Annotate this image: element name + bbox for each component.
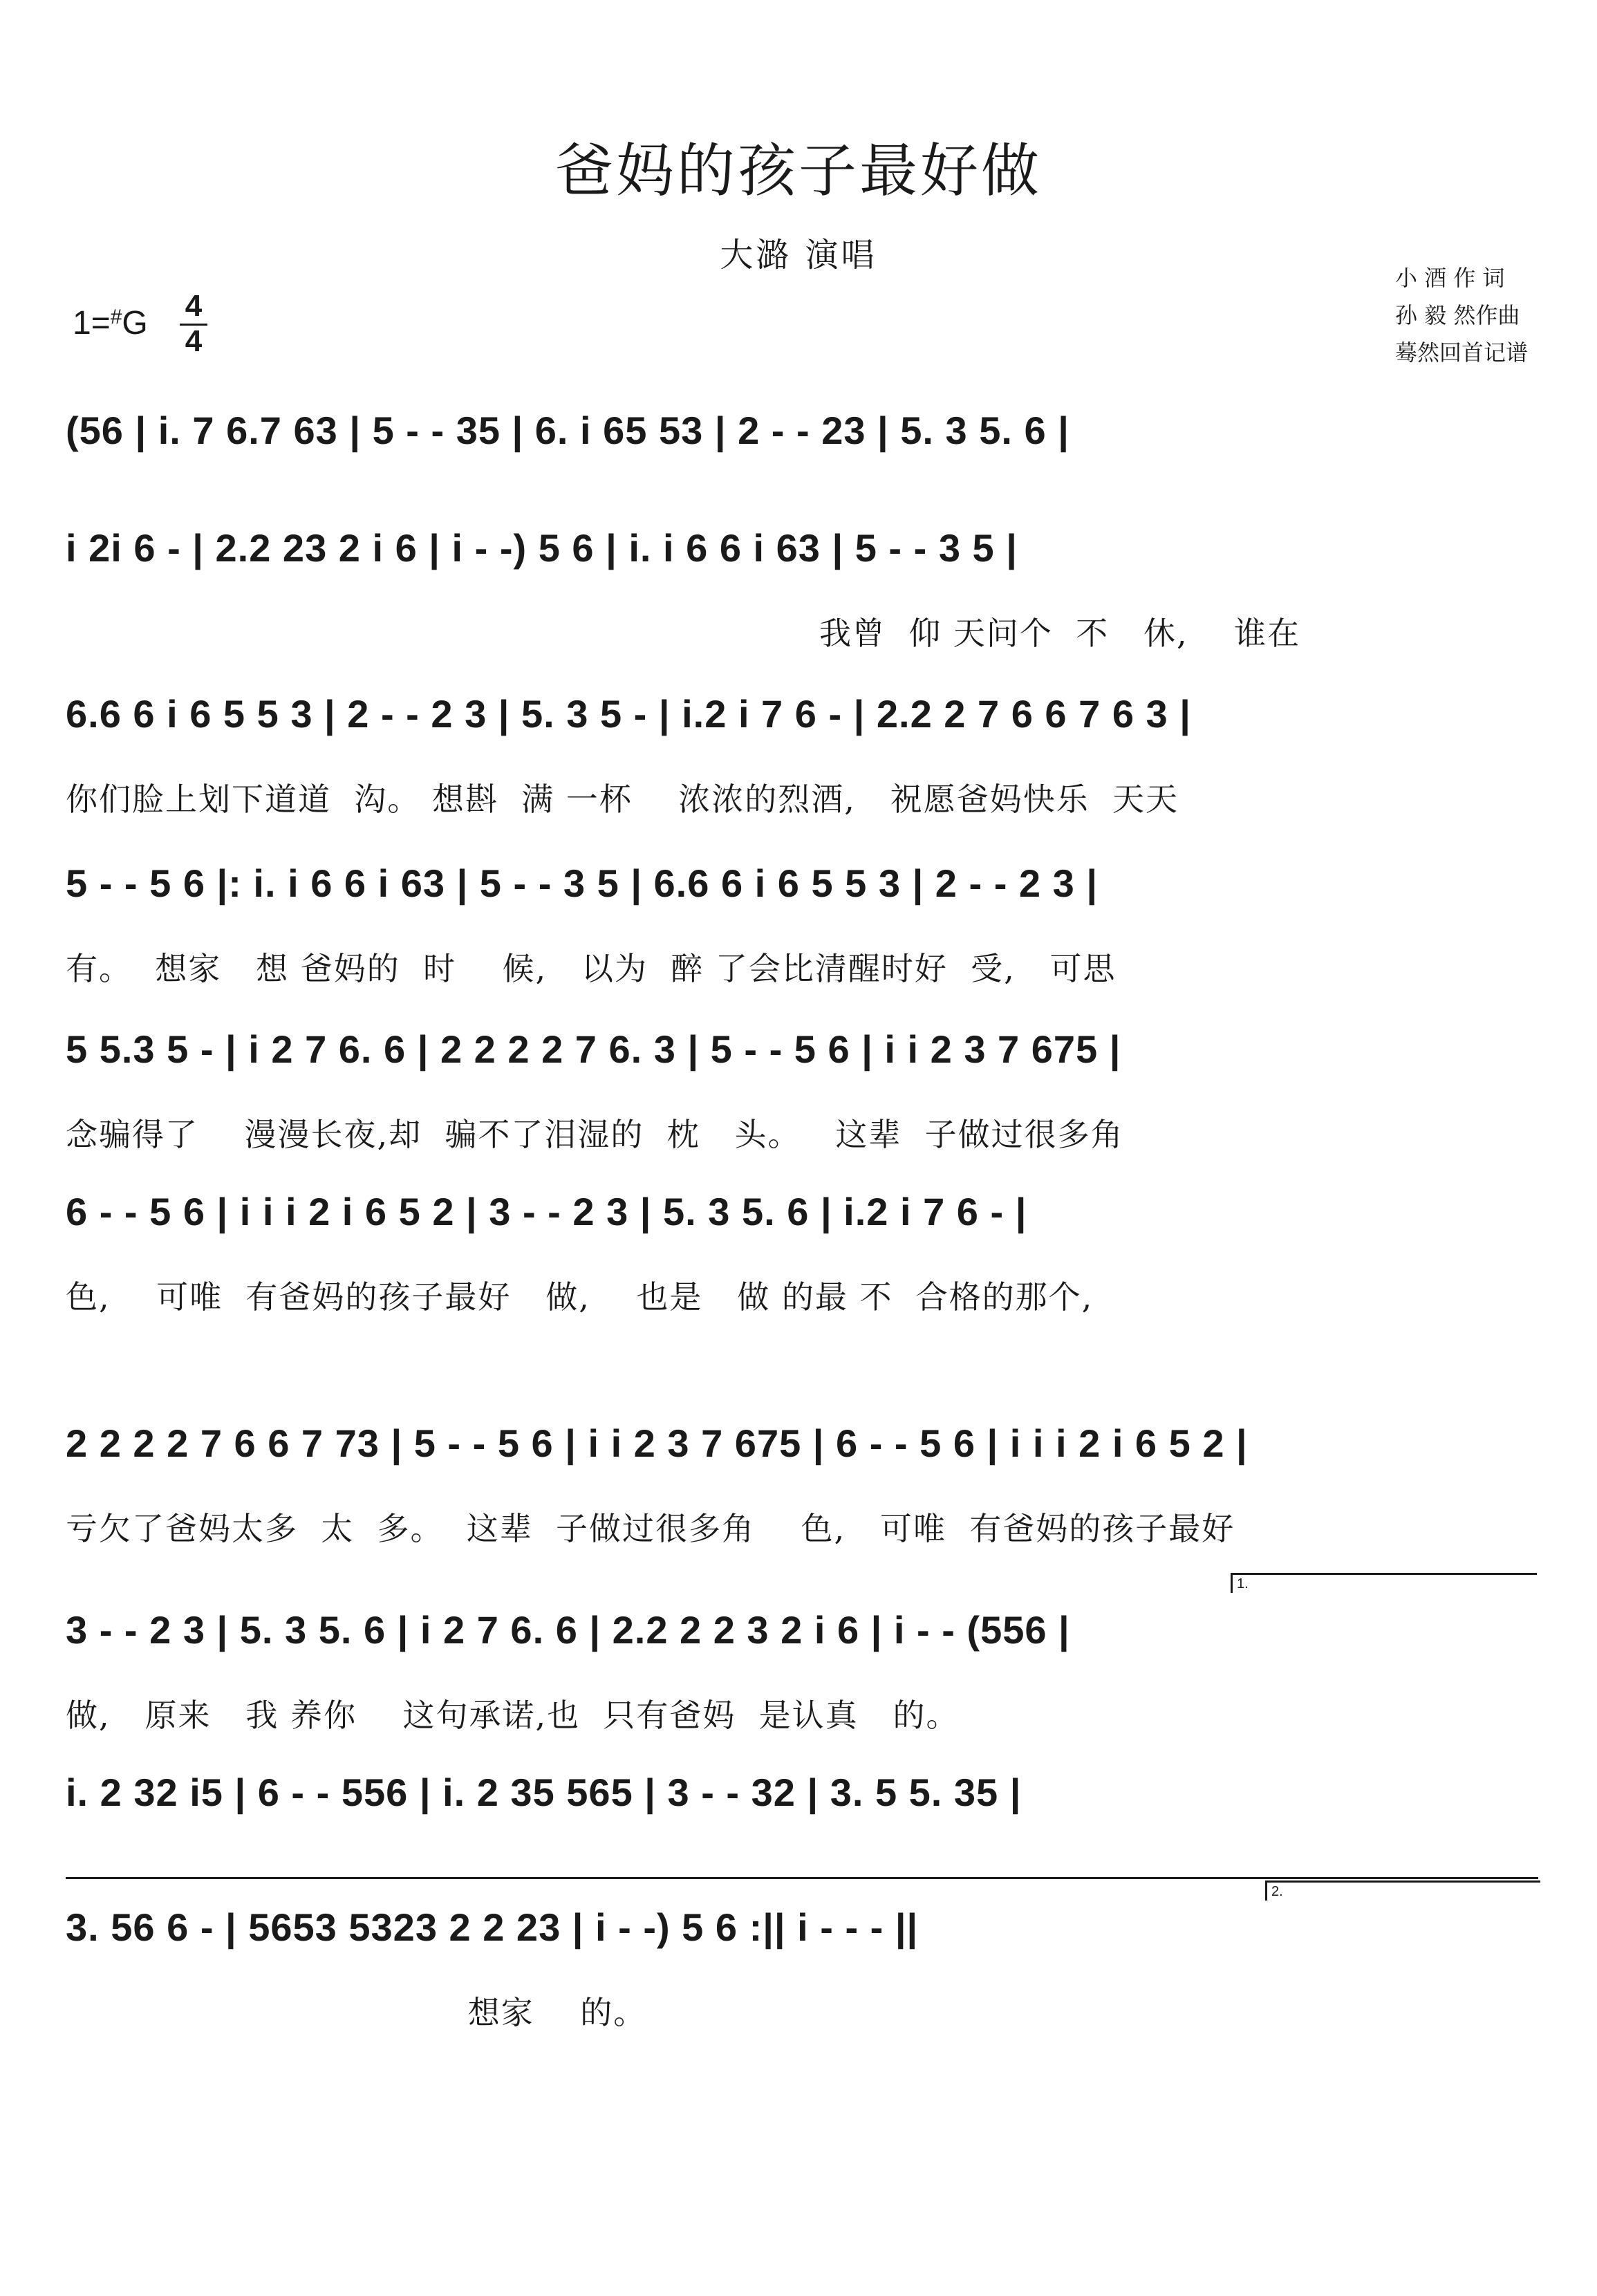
notation-line: i. 2 32 i5 | 6 - - 556 | i. 2 35 565 | 3 - - 32 | 3. 5 5. 35 |	[66, 1771, 1022, 1814]
key-prefix: 1=	[73, 305, 111, 342]
notation-line: 5 5.3 5 - | i 2 7 6. 6 | 2 2 2 2 7 6. 3 | 5 - - 5 6 | i i 2 3 7 675 |	[66, 1027, 1121, 1071]
lyricist-credit: 小 酒 作 词	[1394, 265, 1505, 291]
composer-credit: 孙 毅 然作曲	[1394, 302, 1520, 328]
volta-label: 1.	[1237, 1576, 1249, 1592]
notation-line: 3. 56 6 - | 5653 5323 2 2 23 | i - -) 5 6 :|| i - - - ||	[66, 1905, 919, 1949]
sharp-symbol: #	[110, 306, 122, 328]
lyric-line: 做, 原来 我 养你 这句承诺,也 只有爸妈 是认真 的。	[66, 1697, 960, 1734]
singer-credit: 大潞 演唱	[720, 236, 877, 274]
lyric-line: 念骗得了 漫漫长夜,却 骗不了泪湿的 枕 头。 这辈 子做过很多角	[66, 1116, 1124, 1153]
lyric-line: 色, 可唯 有爸妈的孩子最好 做, 也是 做 的最 不 合格的那个,	[66, 1278, 1094, 1316]
credits-block	[1395, 259, 1528, 371]
time-signature-bottom: 4	[185, 324, 203, 358]
notation-line: (56 | i. 7 6.7 63 | 5 - - 35 | 6. i 65 53 | 2 - - 23 | 5. 3 5. 6 |	[66, 409, 1070, 452]
notation-line: 2 2 2 2 7 6 6 7 73 | 5 - - 5 6 | i i 2 3 7 675 | 6 - - 5 6 | i i i 2 i 6 5 2 |	[66, 1421, 1248, 1465]
lyric-line: 亏欠了爸妈太多 太 多。 这辈 子做过很多角 色, 可唯 有爸妈的孩子最好	[66, 1510, 1235, 1547]
time-signature	[180, 290, 207, 357]
time-signature-top: 4	[180, 290, 207, 326]
lyric-line: 我曾 仰 天问个 不 休, 谁在	[819, 615, 1301, 652]
notation-line: 3 - - 2 3 | 5. 3 5. 6 | i 2 7 6. 6 | 2.2 2 2 3 2 i 6 | i - - (556 |	[66, 1608, 1070, 1652]
key-signature	[73, 304, 148, 342]
volta-bracket-second	[1265, 1880, 1540, 1901]
notation-line: 6 - - 5 6 | i i i 2 i 6 5 2 | 3 - - 2 3 | 5. 3 5. 6 | i.2 i 7 6 - |	[66, 1190, 1027, 1233]
song-title: 爸妈的孩子最好做	[554, 137, 1042, 205]
lyric-line: 有。 想家 想 爸妈的 时 候, 以为 醉 了会比清醒时好 受, 可思	[66, 950, 1117, 987]
transcriber-credit: 蓦然回首记谱	[1394, 339, 1528, 366]
notation-line: 6.6 6 i 6 5 5 3 | 2 - - 2 3 | 5. 3 5 - | i.2 i 7 6 - | 2.2 2 7 6 6 7 6 3 |	[66, 692, 1191, 736]
key-note: G	[122, 305, 148, 342]
volta-bracket-first	[1231, 1573, 1537, 1593]
notation-line: i 2i 6 - | 2.2 23 2 i 6 | i - -) 5 6 | i. i 6 6 i 63 | 5 - - 3 5 |	[66, 526, 1018, 570]
volta-label: 2.	[1271, 1884, 1283, 1899]
lyric-line: 你们脸上划下道道 沟。 想斟 满 一杯 浓浓的烈酒, 祝愿爸妈快乐 天天	[66, 781, 1179, 818]
lyric-line: 想家 的。	[66, 1994, 647, 2031]
notation-line: 5 - - 5 6 |: i. i 6 6 i 63 | 5 - - 3 5 | 6.6 6 i 6 5 5 3 | 2 - - 2 3 |	[66, 861, 1098, 905]
section-bracket-line	[66, 1877, 1538, 1879]
